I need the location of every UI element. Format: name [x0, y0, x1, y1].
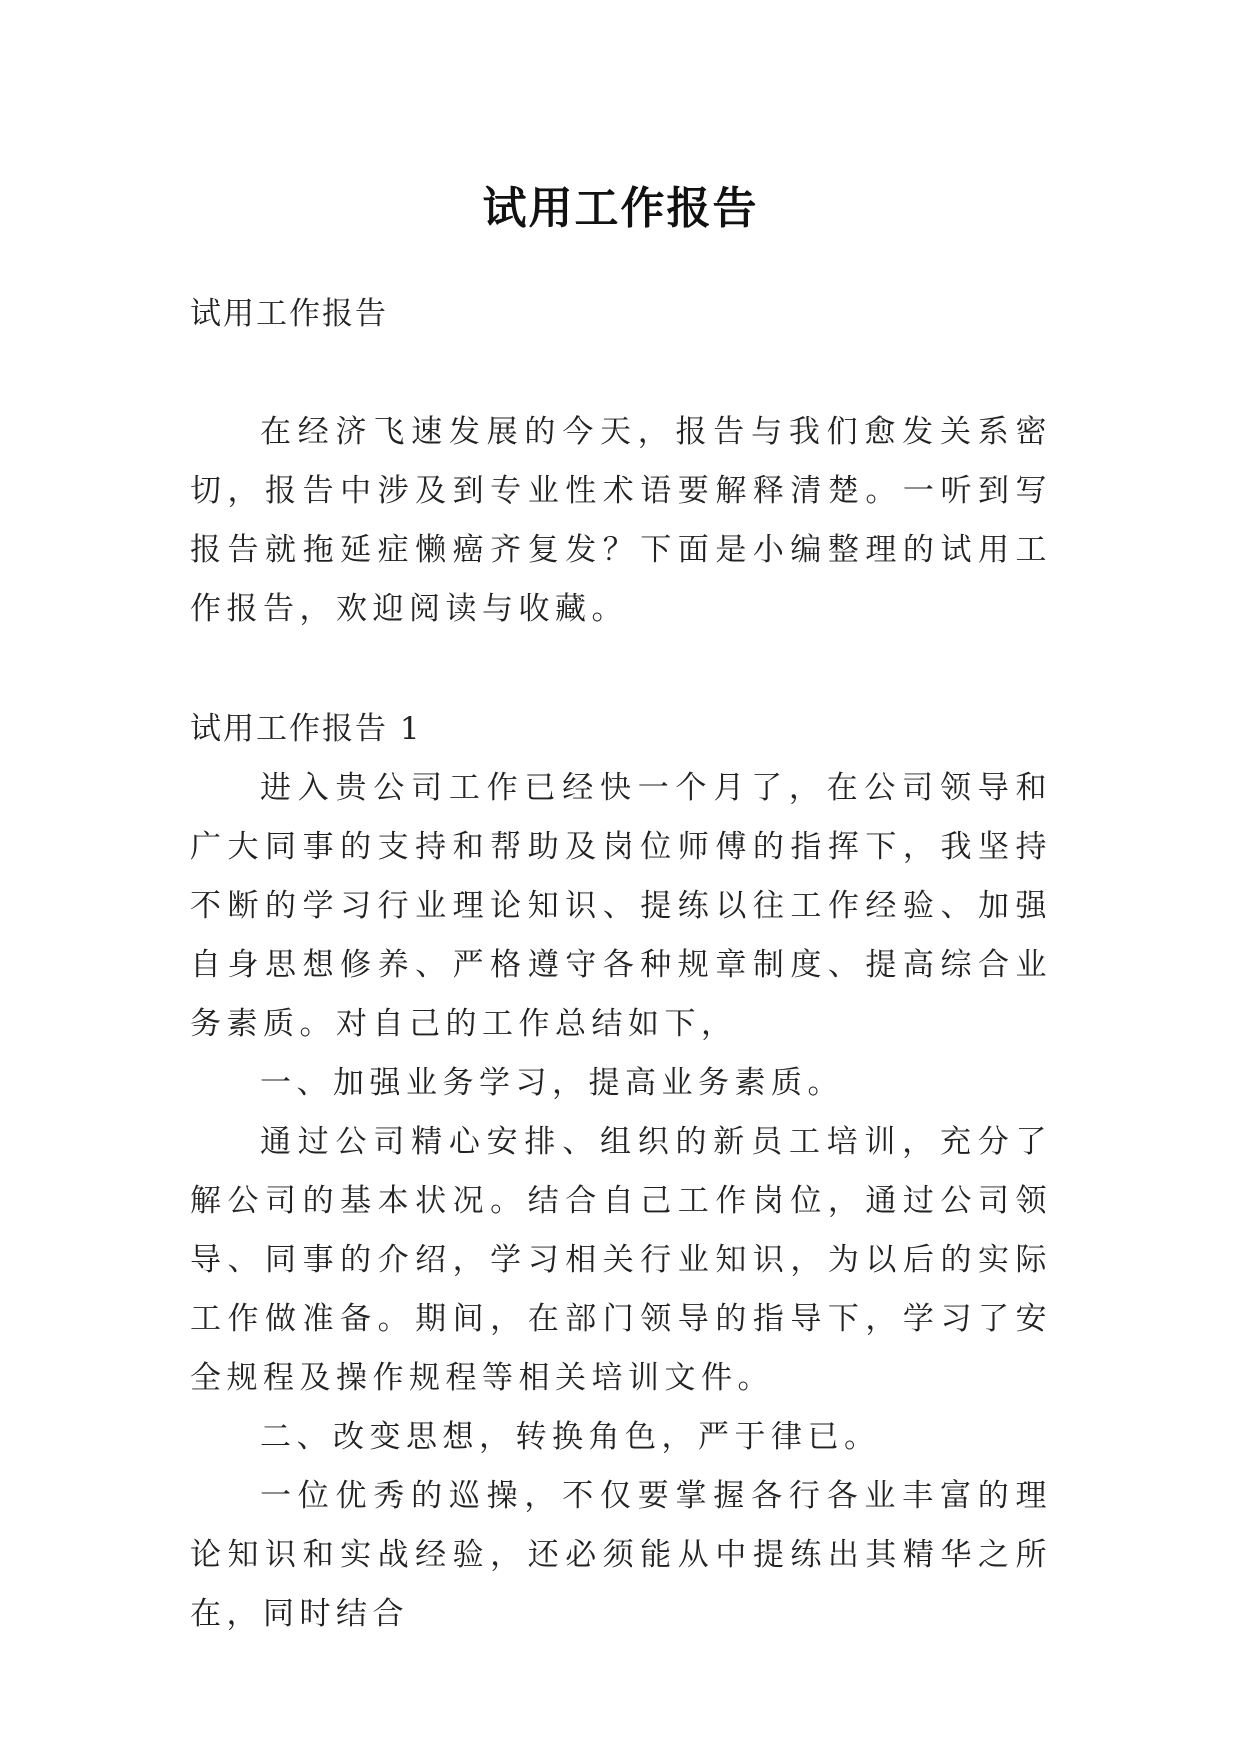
paragraph-2: 通过公司精心安排、组织的新员工培训，充分了解公司的基本状况。结合自己工作岗位，通过公司领导、同事的介绍，学习相关行业知识，为以后的实际工作做准备。期间，在部门领导的指导下，学习了安全规程及操作规程等相关培训文件。 — [190, 1124, 1052, 1396]
section-heading: 试用工作报告 1 — [190, 711, 422, 747]
heading-2: 二、改变思想，转换角色，严于律已。 — [260, 1419, 881, 1455]
paragraph-1: 进入贵公司工作已经快一个月了，在公司领导和广大同事的支持和帮助及岗位师傅的指挥下，我坚持不断的学习行业理论知识、提练以往工作经验、加强自身思想修养、严格遵守各种规章制度、提高综合业务素质。对自己的工作总结如下， — [190, 770, 1052, 1042]
intro-paragraph: 在经济飞速发展的今天，报告与我们愈发关系密切，报告中涉及到专业性术语要解释清楚。一听到写报告就拖延症懒癌齐复发？下面是小编整理的试用工作报告，欢迎阅读与收藏。 — [190, 414, 1052, 627]
document-subtitle: 试用工作报告 — [190, 296, 388, 332]
paragraph-3: 一位优秀的巡操，不仅要掌握各行各业丰富的理论知识和实战经验，还必须能从中提练出其精华之所在，同时结合 — [190, 1478, 1052, 1632]
document-title: 试用工作报告 — [482, 183, 759, 235]
heading-1: 一、加强业务学习，提高业务素质。 — [260, 1065, 844, 1101]
